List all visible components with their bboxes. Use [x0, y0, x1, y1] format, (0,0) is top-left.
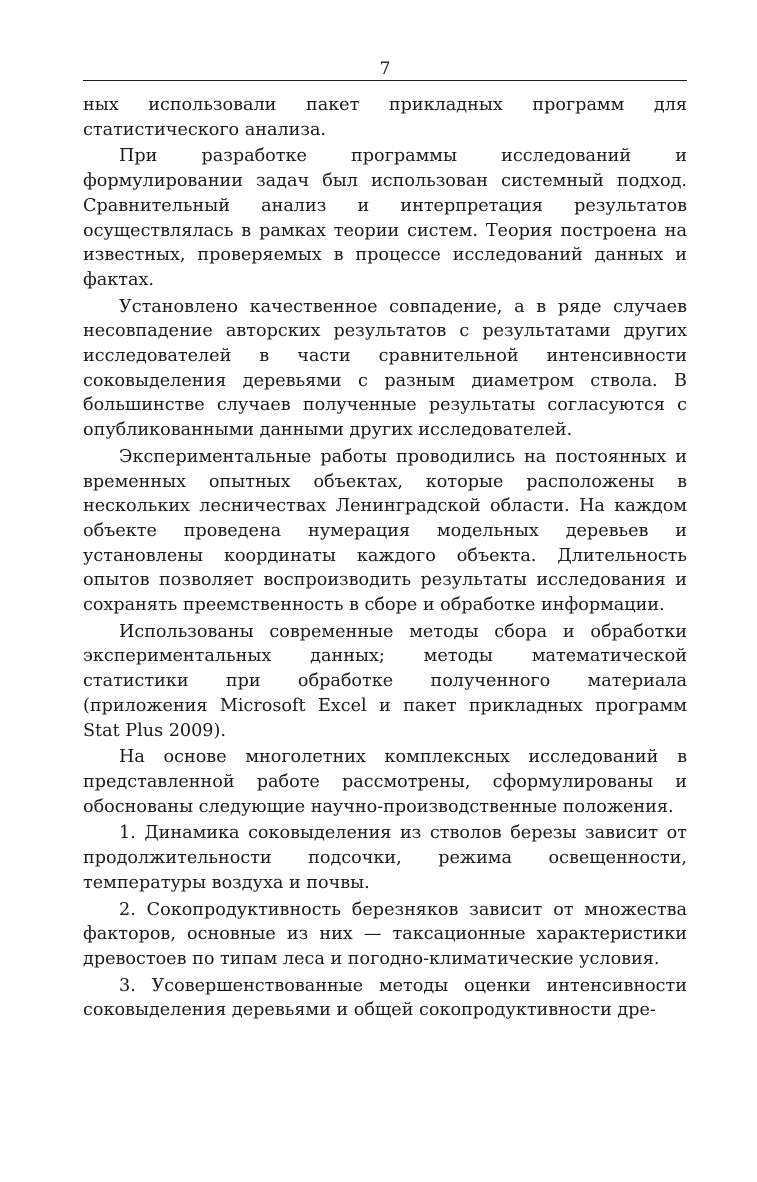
body-text: [83, 93, 687, 1025]
page-number: 7: [379, 59, 391, 79]
paragraph-results-comparison: Установлено качественное совпадение, а в ряде случаев несовпадение авторских результатов с результатами других исследователей в части сравнительной интенсивности соковыделения деревьями с разным диаметром ствола. В большинстве случаев полученные результаты согласуются с опубликованными данными других исследователей.: [83, 296, 687, 441]
paragraph-experimental-sites: Экспериментальные работы проводились на постоянных и временных опытных объектах, которые расположены в нескольких лесничествах Ленинградской области. На каждом объекте проведена нумерация модельных деревьев и установлены координаты каждого объекта. Длительность опытов позволяет воспроизводить результаты исследования и сохранять преемственность в сборе и обработке информации.: [83, 446, 687, 616]
paragraph-propositions-intro: На основе многолетних комплексных исследований в представленной работе рассмотрены, сформулированы и обоснованы следующие научно-производственные положения.: [83, 747, 687, 817]
proposition-item-2: 2. Сокопродуктивность березняков зависит от множества факторов, основные из них — таксационные характеристики древостоев по типам леса и погодно-климатические условия.: [83, 899, 687, 969]
paragraph-methods: Использованы современные методы сбора и обработки экспериментальных данных; методы математической статистики при обработке полученного материала (приложения Microsoft Excel и пакет прикладных программ Stat Plus 2009).: [83, 621, 687, 741]
paragraph-research-approach: При разработке программы исследований и формулировании задач был использован системный подход. Сравнительный анализ и интерпретация результатов осуществлялась в рамках теории систем. Теория построена на известных, проверяемых в процессе исследований данных и фактах.: [83, 146, 687, 290]
header-rule: [83, 80, 687, 81]
paragraph-continuation: ных использовали пакет прикладных программ для статистического анализа.: [83, 95, 687, 140]
proposition-item-1: 1. Динамика соковыделения из стволов березы зависит от продолжительности подсочки, режима освещенности, температуры воздуха и почвы.: [83, 823, 687, 893]
proposition-item-3: 3. Усовершенствованные методы оценки интенсивности соковыделения деревьями и общей сокопродуктивности дре-: [83, 975, 687, 1021]
